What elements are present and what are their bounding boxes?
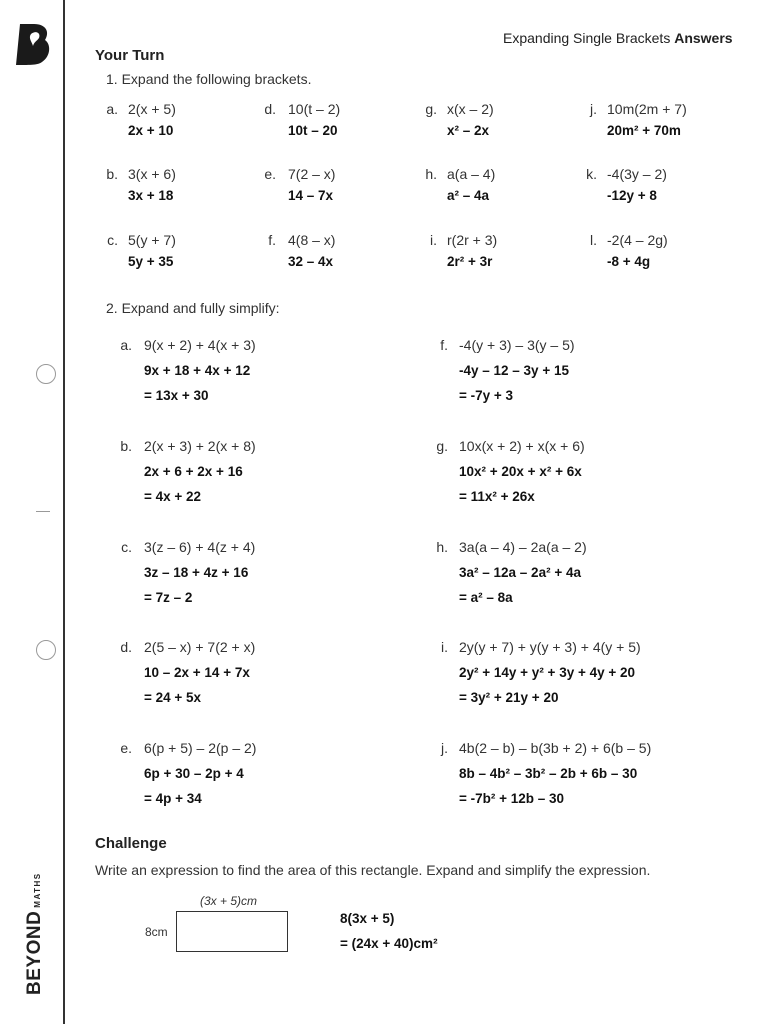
q2-result: = 3y² + 21y + 20 xyxy=(459,690,559,705)
q2-label: j. xyxy=(441,740,448,756)
q1-label: j. xyxy=(590,101,597,117)
q2-question: 6(p + 5) – 2(p – 2) xyxy=(144,740,257,756)
section-title: Your Turn xyxy=(95,47,165,64)
q1-question: x(x – 2) xyxy=(447,101,494,117)
q1-answer: -12y + 8 xyxy=(607,188,657,203)
q1-answer: 2r² + 3r xyxy=(447,254,493,269)
q1-answer: 3x + 18 xyxy=(128,188,174,203)
q1-label: i. xyxy=(430,232,437,248)
title-answers: Answers xyxy=(674,30,733,46)
q1-label: g. xyxy=(425,101,437,117)
q1-label: f. xyxy=(268,232,276,248)
brand-wordmark xyxy=(24,872,46,995)
worksheet-title xyxy=(503,30,733,46)
q2-label: d. xyxy=(120,639,132,655)
q2-result: = -7b² + 12b – 30 xyxy=(459,791,565,806)
q2-question: 3(z – 6) + 4(z + 4) xyxy=(144,539,256,555)
q1-label: c. xyxy=(107,232,118,248)
q1-answer: 10t – 20 xyxy=(288,123,338,138)
q2-result: = a² – 8a xyxy=(459,590,513,605)
q2-question: 10x(x + 2) + x(x + 6) xyxy=(459,438,585,454)
challenge-title: Challenge xyxy=(95,835,167,852)
q1-answer: 14 – 7x xyxy=(288,188,334,203)
q1-question: -4(3y – 2) xyxy=(607,166,667,182)
q2-label: c. xyxy=(121,539,132,555)
q1-question: 5(y + 7) xyxy=(128,232,176,248)
q2-working: 10 – 2x + 14 + 7x xyxy=(144,665,250,680)
q2-question: 4b(2 – b) – b(3b + 2) + 6(b – 5) xyxy=(459,740,652,756)
beyond-logo-icon xyxy=(14,22,52,66)
q2-result: = -7y + 3 xyxy=(459,388,514,403)
q2-label: f. xyxy=(440,337,448,353)
q1-answer: -8 + 4g xyxy=(607,254,651,269)
q1-question: 2(x + 5) xyxy=(128,101,176,117)
q2-label: b. xyxy=(120,438,132,454)
q2-working: 2y² + 14y + y² + 3y + 4y + 20 xyxy=(459,665,636,680)
q2-label: e. xyxy=(120,740,132,756)
q1-answer: 5y + 35 xyxy=(128,254,174,269)
q2-label: a. xyxy=(120,337,132,353)
punch-hole-top xyxy=(36,364,56,384)
q2-working: 3z – 18 + 4z + 16 xyxy=(144,565,249,580)
rect-height-label: 8cm xyxy=(145,925,168,939)
q1-instruction: 1. Expand the following brackets. xyxy=(106,71,312,87)
q2-working: 10x² + 20x + x² + 6x xyxy=(459,464,582,479)
brand-small: MATHS xyxy=(33,872,42,908)
title-text: Expanding Single Brackets xyxy=(503,30,671,46)
q1-question: 3(x + 6) xyxy=(128,166,176,182)
q2-label: g. xyxy=(436,438,448,454)
q1-answer: 2x + 10 xyxy=(128,123,174,138)
punch-hole-bottom xyxy=(36,640,56,660)
q2-working: 2x + 6 + 2x + 16 xyxy=(144,464,243,479)
brand-big: BEYOND xyxy=(24,910,45,995)
q1-question: 4(8 – x) xyxy=(288,232,336,248)
q2-label: i. xyxy=(441,639,448,655)
q1-label: l. xyxy=(590,232,597,248)
q1-label: d. xyxy=(264,101,276,117)
q2-working: -4y – 12 – 3y + 15 xyxy=(459,363,569,378)
q2-working: 9x + 18 + 4x + 12 xyxy=(144,363,251,378)
rectangle-diagram xyxy=(176,911,288,952)
q2-result: = 4p + 34 xyxy=(144,791,202,806)
q2-working: 3a² – 12a – 2a² + 4a xyxy=(459,565,581,580)
q1-question: r(2r + 3) xyxy=(447,232,498,248)
q1-question: 7(2 – x) xyxy=(288,166,336,182)
q1-question: 10m(2m + 7) xyxy=(607,101,687,117)
q1-label: e. xyxy=(264,166,276,182)
q2-result: = 11x² + 26x xyxy=(459,489,535,504)
q2-question: 2(x + 3) + 2(x + 8) xyxy=(144,438,256,454)
challenge-answer-2: = (24x + 40)cm² xyxy=(340,936,438,951)
q1-answer: 32 – 4x xyxy=(288,254,334,269)
q2-working: 8b – 4b² – 3b² – 2b + 6b – 30 xyxy=(459,766,638,781)
center-mark xyxy=(36,511,50,512)
q2-working: 6p + 30 – 2p + 4 xyxy=(144,766,244,781)
q2-instruction: 2. Expand and fully simplify: xyxy=(106,300,280,316)
q2-result: = 7z – 2 xyxy=(144,590,193,605)
q2-question: 2(5 – x) + 7(2 + x) xyxy=(144,639,256,655)
q2-question: 2y(y + 7) + y(y + 3) + 4(y + 5) xyxy=(459,639,641,655)
rect-width-label: (3x + 5)cm xyxy=(200,894,258,908)
q2-question: 3a(a – 4) – 2a(a – 2) xyxy=(459,539,587,555)
q1-answer: 20m² + 70m xyxy=(607,123,681,138)
challenge-text: Write an expression to find the area of this rectangle. Expand and simplify the expression. xyxy=(95,862,651,878)
q2-result: = 4x + 22 xyxy=(144,489,202,504)
q2-question: -4(y + 3) – 3(y – 5) xyxy=(459,337,575,353)
q2-label: h. xyxy=(436,539,448,555)
q1-answer: a² – 4a xyxy=(447,188,490,203)
margin-rule xyxy=(63,0,65,1024)
q1-label: a. xyxy=(106,101,118,117)
q2-question: 9(x + 2) + 4(x + 3) xyxy=(144,337,256,353)
q2-result: = 24 + 5x xyxy=(144,690,202,705)
q1-question: 10(t – 2) xyxy=(288,101,341,117)
challenge-answer-1: 8(3x + 5) xyxy=(340,911,395,926)
q1-question: -2(4 – 2g) xyxy=(607,232,668,248)
q1-question: a(a – 4) xyxy=(447,166,496,182)
q1-label: b. xyxy=(106,166,118,182)
q2-result: = 13x + 30 xyxy=(144,388,209,403)
q1-label: k. xyxy=(586,166,597,182)
q1-answer: x² – 2x xyxy=(447,123,490,138)
q1-label: h. xyxy=(425,166,437,182)
